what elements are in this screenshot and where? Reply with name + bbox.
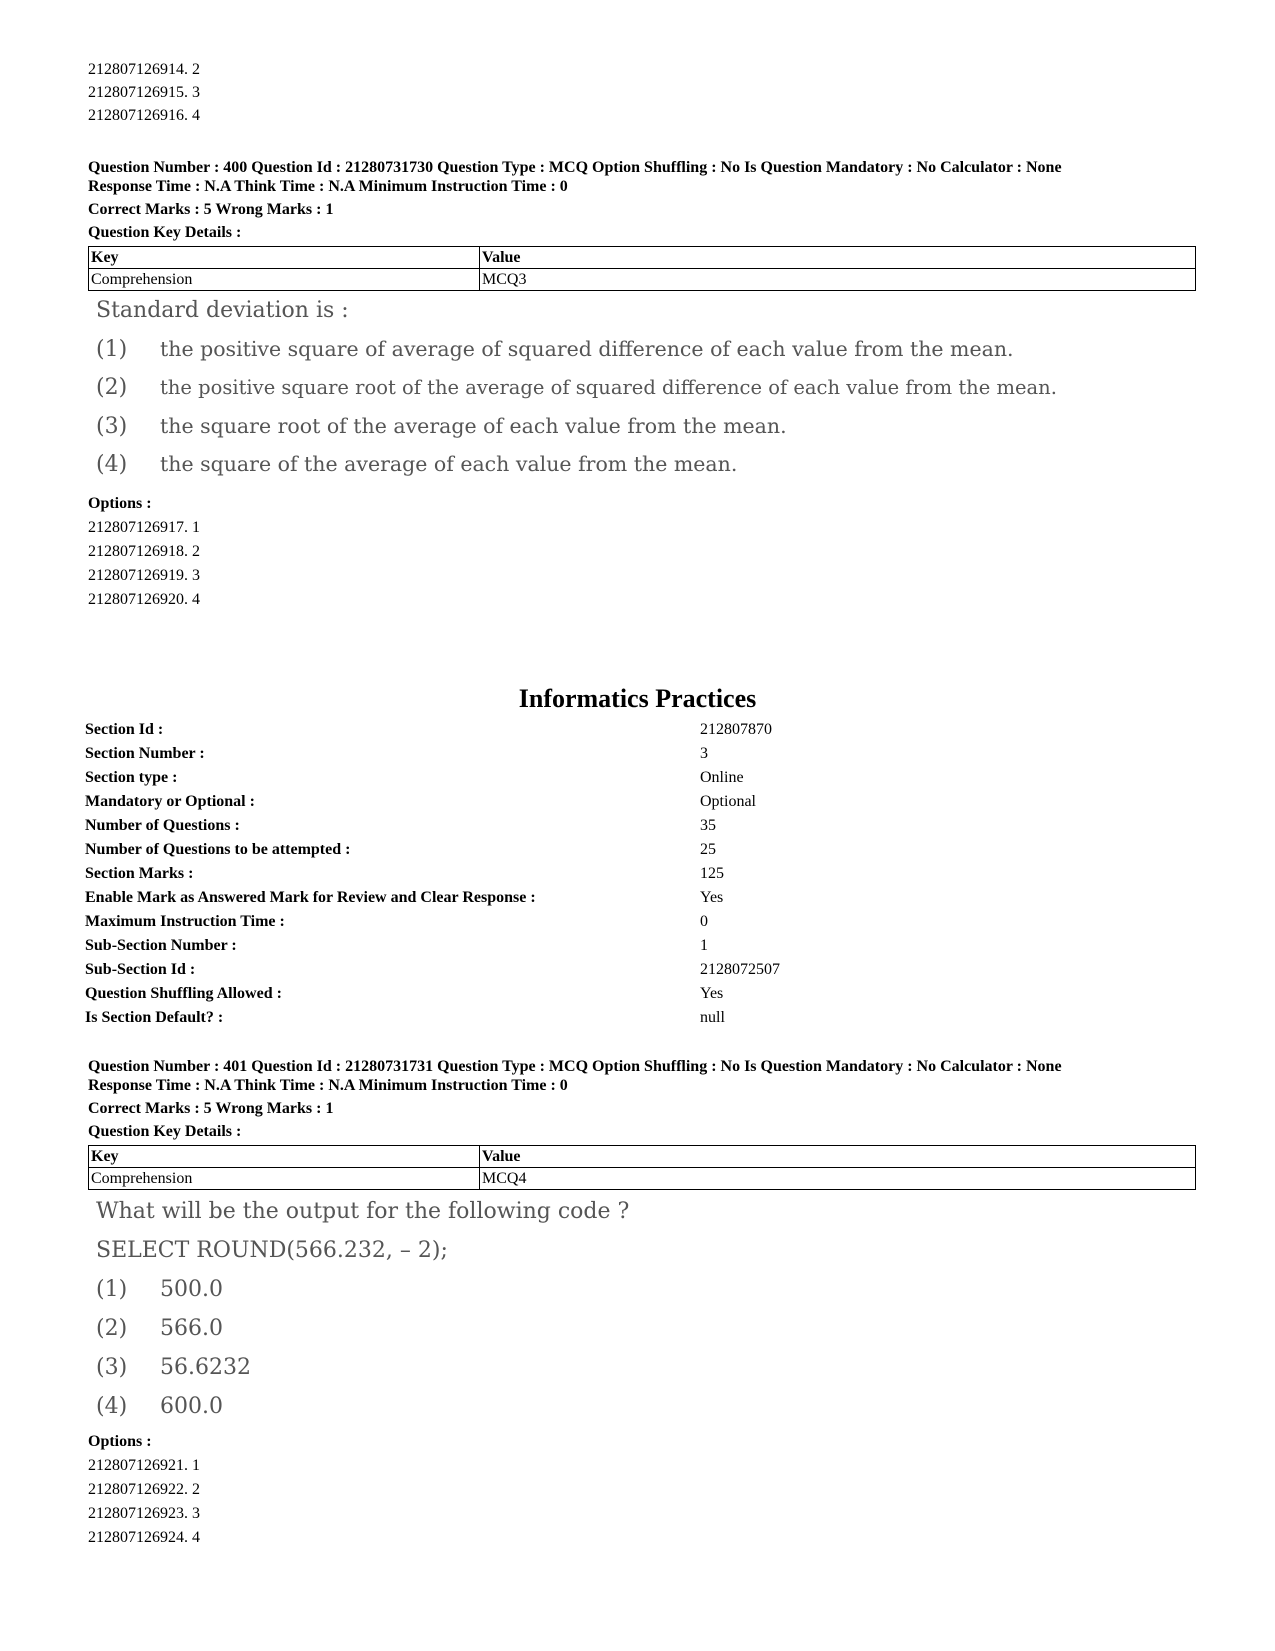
q400-choice-2 [96, 375, 1057, 400]
q401-choice-4 [96, 1394, 223, 1419]
q401-meta [88, 1057, 1198, 1095]
section-row-label: Maximum Instruction Time : [85, 913, 285, 930]
q400-value-cell: MCQ3 [480, 269, 1196, 291]
q401-marks: Correct Marks : 5 Wrong Marks : 1 [88, 1100, 334, 1117]
q400-key-table [88, 246, 1196, 291]
q401-choice-4-text: 600.0 [160, 1394, 223, 1419]
section-row-label: Section Marks : [85, 865, 194, 882]
q400-choice-2-text: the positive square root of the average of squared difference of each value from the mean. [160, 376, 1057, 399]
q400-choice-3-num: (3) [96, 414, 128, 439]
section-row-value: 125 [700, 865, 724, 882]
q400-choice-1-text: the positive square of average of squared difference of each value from the mean. [160, 337, 1014, 361]
q400-option-1: 212807126917. 1 [88, 519, 200, 536]
q400-choice-1-num: (1) [96, 337, 128, 362]
q400-choice-4-text: the square of the average of each value from the mean. [160, 452, 738, 476]
q401-choice-3-text: 56.6232 [160, 1355, 251, 1380]
section-row-value: 0 [700, 913, 708, 930]
q401-option-4: 212807126924. 4 [88, 1529, 200, 1546]
q401-value-cell: MCQ4 [480, 1168, 1196, 1190]
q400-option-4: 212807126920. 4 [88, 591, 200, 608]
section-row-value: 1 [700, 937, 708, 954]
q400-key-header: Key [89, 247, 480, 269]
q400-option-3: 212807126919. 3 [88, 567, 200, 584]
q401-key-table [88, 1145, 1196, 1190]
section-row-value: 212807870 [700, 721, 772, 738]
q400-meta-line2: Response Time : N.A Think Time : N.A Minimum Instruction Time : 0 [88, 178, 568, 195]
q401-choice-2 [96, 1316, 223, 1341]
q400-choice-3 [96, 414, 787, 439]
section-row-value: 25 [700, 841, 716, 858]
q400-marks: Correct Marks : 5 Wrong Marks : 1 [88, 201, 334, 218]
q401-options [88, 1430, 200, 1550]
q400-meta-line1: Question Number : 400 Question Id : 21280731730 Question Type : MCQ Option Shuffling : No Is Question Mandatory : No Calculator : None [88, 159, 1062, 176]
q401-stem: What will be the output for the following code ? [96, 1199, 630, 1224]
q401-key-cell: Comprehension [89, 1168, 480, 1190]
section-row-label: Sub-Section Id : [85, 961, 196, 978]
section-row-value: Optional [700, 793, 756, 810]
section-title: Informatics Practices [518, 684, 757, 713]
q400-key-cell: Comprehension [89, 269, 480, 291]
q400-choice-3-text: the square root of the average of each value from the mean. [160, 414, 787, 438]
q400-options [88, 492, 200, 612]
q401-value-header: Value [480, 1146, 1196, 1168]
section-row-value: null [700, 1009, 725, 1026]
q400-meta [88, 158, 1198, 196]
top-option-3: 212807126916. 4 [88, 107, 200, 124]
q400-choice-2-num: (2) [96, 375, 128, 400]
q400-choice-4-num: (4) [96, 452, 128, 477]
q401-key-header: Key [89, 1146, 480, 1168]
q401-options-label: Options : [88, 1433, 152, 1450]
q401-meta-line1: Question Number : 401 Question Id : 21280731731 Question Type : MCQ Option Shuffling : No Is Question Mandatory : No Calculator : None [88, 1058, 1062, 1075]
section-row-label: Number of Questions to be attempted : [85, 841, 351, 858]
q401-choice-1-text: 500.0 [160, 1277, 223, 1302]
q401-option-3: 212807126923. 3 [88, 1505, 200, 1522]
q400-value-header: Value [480, 247, 1196, 269]
top-option-2: 212807126915. 3 [88, 84, 200, 101]
section-row-label: Is Section Default? : [85, 1009, 224, 1026]
section-row-label: Question Shuffling Allowed : [85, 985, 282, 1002]
q400-key-table-row [89, 269, 1196, 291]
q401-choice-3 [96, 1355, 251, 1380]
section-row-label: Section Number : [85, 745, 205, 762]
section-row-label: Section type : [85, 769, 178, 786]
section-row-value: Yes [700, 889, 724, 906]
q401-choice-4-num: (4) [96, 1394, 128, 1419]
section-row-value: Online [700, 769, 744, 786]
section-row-label: Section Id : [85, 721, 164, 738]
q401-choice-1 [96, 1277, 223, 1302]
q400-choice-1 [96, 337, 1014, 362]
q401-key-details-label: Question Key Details : [88, 1123, 242, 1140]
q401-choice-2-text: 566.0 [160, 1316, 223, 1341]
top-option-1: 212807126914. 2 [88, 61, 200, 78]
section-row-label: Mandatory or Optional : [85, 793, 255, 810]
q400-option-2: 212807126918. 2 [88, 543, 200, 560]
section-row-value: 2128072507 [700, 961, 780, 978]
section-row-label: Number of Questions : [85, 817, 240, 834]
q401-choice-1-num: (1) [96, 1277, 128, 1302]
section-row-value: 3 [700, 745, 708, 762]
q401-choice-3-num: (3) [96, 1355, 128, 1380]
section-row-value: 35 [700, 817, 716, 834]
q400-key-details-label: Question Key Details : [88, 224, 242, 241]
section-row-label: Sub-Section Number : [85, 937, 237, 954]
section-row-label: Enable Mark as Answered Mark for Review and Clear Response : [85, 889, 536, 906]
q400-choice-4 [96, 452, 737, 477]
q401-option-2: 212807126922. 2 [88, 1481, 200, 1498]
q400-stem: Standard deviation is : [96, 298, 349, 323]
q400-options-label: Options : [88, 495, 152, 512]
section-row-value: Yes [700, 985, 724, 1002]
q401-code: SELECT ROUND(566.232, – 2); [96, 1238, 448, 1263]
q401-option-1: 212807126921. 1 [88, 1457, 200, 1474]
q401-key-table-row [89, 1168, 1196, 1190]
q401-choice-2-num: (2) [96, 1316, 128, 1341]
q401-key-table-header [89, 1146, 1196, 1168]
q401-meta-line2: Response Time : N.A Think Time : N.A Minimum Instruction Time : 0 [88, 1077, 568, 1094]
q400-key-table-header [89, 247, 1196, 269]
